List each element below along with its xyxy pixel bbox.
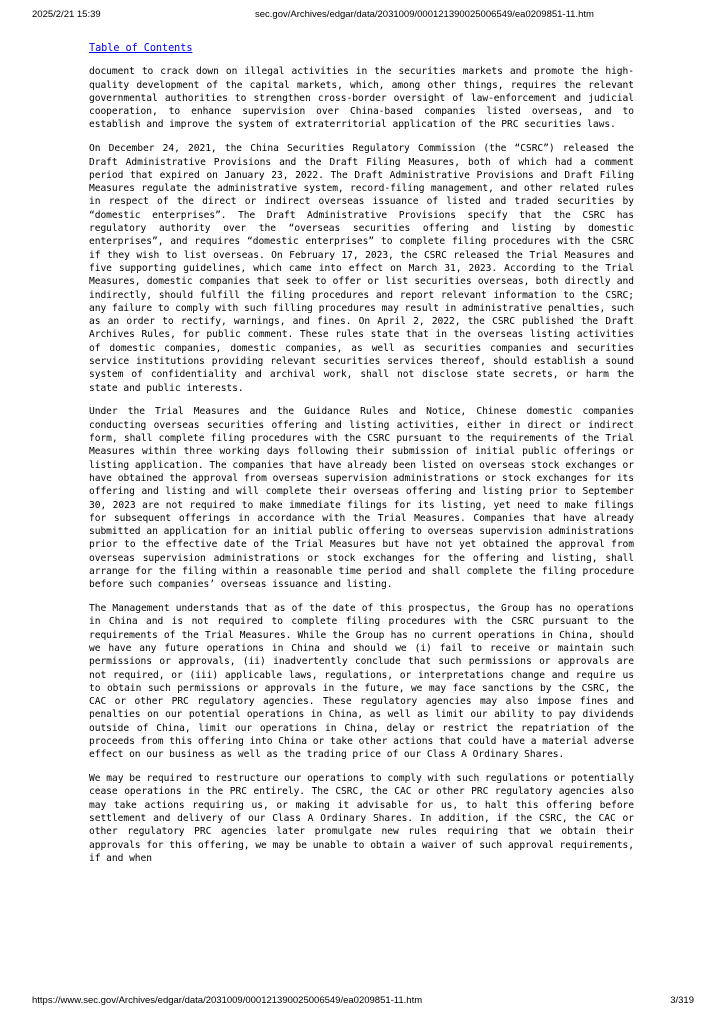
paragraph-trial-measures-filing: Under the Trial Measures and the Guidance Rules and Notice, Chinese domestic companies conducting overseas securities offering and listing activities, either in direct or indirect form, shall complete filing procedures with the CSRC pursuant to the requirements of the Trial Measures within three working days following their submission of initial public offerings or listing application. The companies that have already been listed on overseas stock exchanges or have obtained the approval from overseas supervision administrations or stock exchanges for its offering and listing and will complete their overseas offering and listing prior to September 30, 2023 are not required to make immediate filings for its listing, yet need to make filings for subsequent offerings in accordance with the Trial Measures. Companies that have already submitted an application for an initial public offering to overseas supervision administrations prior to the effective date of the Trial Measures but have not yet obtained the approval from overseas supervision administrations or stock exchanges for the offering and listing, shall arrange for the filing within a reasonable time period and shall complete the filing procedure before such companies’ overseas issuance and listing.: [89, 406, 634, 591]
paragraph-restructure-operations: We may be required to restructure our operations to comply with such regulations or potentially cease operations in the PRC entirely. The CSRC, the CAC or other PRC regulatory agencies also may take actions requiring us, or making it advisable for us, to halt this offering before settlement and delivery of our Class A Ordinary Shares. In addition, if the CSRC, the CAC or other regulatory PRC agencies later promulgate new rules requiring that we obtain their approvals for this offering, we may be unable to obtain a waiver of such approval requirements, if and when: [89, 773, 634, 864]
print-footer: [32, 995, 694, 1009]
paragraph-csrc-draft-provisions: On December 24, 2021, the China Securities Regulatory Commission (the “CSRC”) released the Draft Administrative Provisions and the Draft Filing Measures, both of which had a comment period that expired on January 23, 2022. The Draft Administrative Provisions and Draft Filing Measures regulate the administrative system, record-filing management, and other related rules in respect of the direct or indirect overseas issuance of listed and traded securities by “domestic enterprises”. The Draft Administrative Provisions specify that the CSRC has regulatory authority over the “overseas securities offering and listing by domestic enterprises”, and requires “domestic enterprises” to complete filing procedures with the CSRC if they wish to list overseas. On February 17, 2023, the CSRC released the Trial Measures and five supporting guidelines, which came into effect on March 31, 2023. According to the Trial Measures, domestic companies that seek to offer or list securities overseas, both directly and indirectly, should fulfill the filing procedures and report relevant information to the CSRC; any failure to comply with such filling procedures may result in administrative penalties, such as an order to rectify, warnings, and fines. On April 2, 2022, the CSRC published the Draft Archives Rules, for public comment. These rules state that in the overseas listing activities of domestic companies, domestic companies, as well as securities companies and securities service institutions providing relevant securities services thereof, should establish a sound system of confidentiality and archival work, shall not disclose state secrets, or harm the state and public interests.: [89, 143, 634, 394]
print-header: [32, 9, 700, 23]
print-header-url: sec.gov/Archives/edgar/data/2031009/000121390025006549/ea0209851-11.htm: [255, 9, 594, 20]
table-of-contents-link[interactable]: Table of Contents: [89, 43, 193, 54]
print-datetime: 2025/2/21 15:39: [32, 9, 101, 20]
paragraph-securities-crackdown: document to crack down on illegal activities in the securities markets and promote the high-quality development of the capital markets, which, among other things, requires the relevant governmental authorities to strengthen cross-border oversight of law-enforcement and judicial cooperation, to enhance supervision over China-based companies listed overseas, and to establish and improve the system of extraterritorial application of the PRC securities laws.: [89, 66, 634, 131]
document-body: [89, 42, 634, 876]
page-number: 3/319: [670, 995, 694, 1006]
paragraph-management-understanding: The Management understands that as of the date of this prospectus, the Group has no operations in China and is not required to complete filing procedures with the CSRC pursuant to the requirements of the Trial Measures. While the Group has no current operations in China, should we have any future operations in China and should we (i) fail to receive or maintain such permissions or approvals, (ii) inadvertently conclude that such permissions or approvals are not required, or (iii) applicable laws, regulations, or interpretations change and require us to obtain such permissions or approvals in the future, we may face sanctions by the CSRC, the CAC or other PRC regulatory agencies. These regulatory agencies may also impose fines and penalties on our potential operations in China, as well as limit our ability to pay dividends outside of China, limit our operations in China, delay or restrict the repatriation of the proceeds from this offering into China or take other actions that could have a material adverse effect on our business as well as the trading price of our Class A Ordinary Shares.: [89, 603, 634, 761]
print-footer-url: https://www.sec.gov/Archives/edgar/data/2031009/000121390025006549/ea0209851-11.htm: [32, 995, 423, 1006]
